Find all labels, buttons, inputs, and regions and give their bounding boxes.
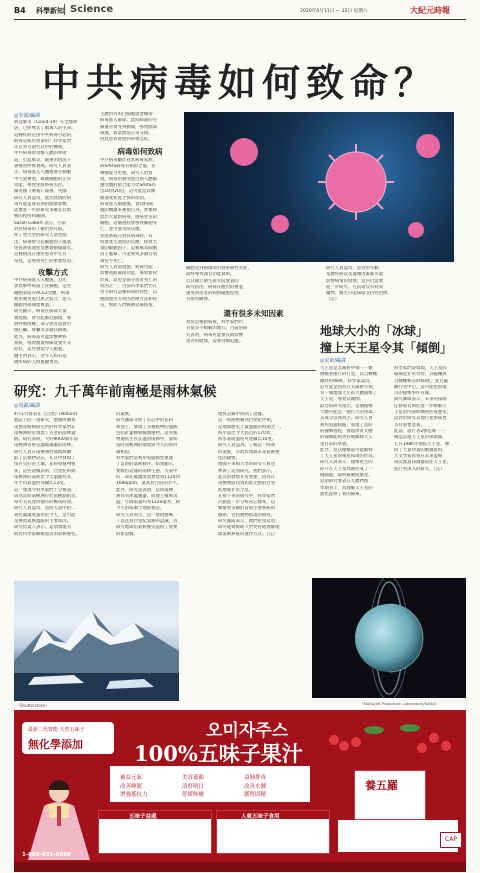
article-text-column: 的氣候。 研究團隊分析了岩芯中的花粉 和孢子，發現了多種植物的遺跡， 包括針葉樹和蕨類植物。這些植 物通常生長在溫帶雨林中，說明 當時南極洲的環境與今天的新西 蘭相似。 科學家們還利用電腦模型重建 了當時的氣候條件。結果顯示， 要維持這樣的雨林生態，大氣中 的二氧化碳濃度需要達到1120到 1680ppm，遠高於目前的水平。 此外，研究還表明，當時南極 洲沒有冰蓋覆蓋，陸地上植被茂 盛，年降雨量約為1120毫米，與 今天的威爾士地區相當。 研究人員表示，這一發現挑戰 了以往對白堊紀氣候的認識，為 研究地球的氣候歷史提供了重要 的新證據。: [116, 412, 182, 537]
ad-info-box: [216, 810, 330, 854]
page-number: B4: [14, 6, 26, 15]
product-name: 養五羅: [365, 779, 398, 792]
photo-caption: （Shutterstock）: [16, 703, 50, 708]
ad-headline: 100%五味子果汁: [134, 741, 303, 766]
article-subheading: 病毒如何致病: [117, 147, 163, 156]
ad-bullet: 益肺排毒: [244, 775, 267, 781]
header-rule: [14, 19, 466, 20]
ad-badge: 最新二代智能 天然五味子: [28, 727, 85, 733]
section-name: 科學新知: [36, 7, 64, 15]
ad-bullet: 補益元氣: [120, 775, 143, 781]
ad-no-additive: 無化學添加: [28, 738, 83, 751]
model-figure: [24, 774, 94, 860]
article-byline: ◎宋東/編譯: [320, 358, 347, 364]
ad-benefits: [110, 772, 310, 802]
ad-bullet: 美容養顏: [182, 775, 205, 781]
article-text-column: 天王星是太陽系中唯一一顆 側躺著運行的行星，其自轉軸 傾斜約98度。科學家認為， 這可能是因為在太陽系早期， 有一個地球大小的天體撞擊了 天王星，導致其傾倒。 最近的研究指出，這個撞擊 天體可能是一個巨大的冰球， 其成分以冰為主。研究人員 利用電腦模擬，重現了當時 的撞擊過程，發現冰質天體 的撞擊能夠更好地解釋天王 星目前的狀態。 此外，這次撞擊還可能解釋 了天王星的衛星和環的形成。 研究人員表示，撞擊產生的 碎片在天王星周圍形成了一 個圓盤，最終凝聚成衛星。 這項研究發表在天體物理 學期刊上，為理解天王星的 演化提供了新的線索。: [320, 366, 378, 497]
newspaper-logo: 大紀元時報: [410, 6, 450, 15]
article-text-column: 中共病毒屬於冠狀病毒家族， 與SARS病毒有相似之處，但 傳播能力更強。研究人員發 現，病毒的刺突蛋白與人體細 胞受體的結合能力比SARS高 出10到20倍，這可能是其傳 播速度如此之快的原因。 病毒進入細胞後，會劫持細 胞的機器來複製自身，然後釋 放出大量新病毒，感染更多的 細胞。這個過程會導致細胞死 亡，並引發炎症反應。 免疫系統在對抗病毒時，有 時會產生過度的反應，釋放大 量的細胞因子，這被稱為細胞 因子風暴，可能導致多器官衰 竭甚至死亡。 研究人員還發現，病毒可能 影響血液凝固功能，導致血栓 形成，這也是部分患者死亡的 原因之一。目前科學家們仍在 努力研究這種病毒的特性，以 便開發出有效的治療方法和疫 苗，幫助人們戰勝這場疫情。: [100, 158, 158, 308]
article-subheading: 攻擊方式: [38, 268, 68, 277]
article-text-column: 4月1日發表在《自然》(Nature) 雜誌上的一項研究，德國阿爾弗 雷德韋格納研究所的科學家們在 南極洲附近發現了古老的雨林遺 跡。研究表明，大約9000萬年前 南極洲曾經是溫暖潮濕的雨林。 研究人員在南極洲西部海域鑽 取了沉積物岩芯，在其中發現了 保存完好的土壤、花粉和植物根 系。這些證據表明，白堊紀時期 南極洲的氣候比今天溫暖得多， 年平均氣溫約為攝氏12度。 這一發現令科學家們十分驚訝， 因為當時南極洲位於南極點附近， 每年有長達四個月的極夜時間。 研究人員認為，當時大氣中的二 氧化碳濃度遠高於今天，這可能 是導致氣候溫暖的主要原因。 研究負責人表示，這項發現有 助於科學家瞭解過去的氣候變化。: [14, 412, 80, 537]
ad-bullet: 增強抵抗力: [120, 792, 148, 798]
article-title: 撞上天王星令其「傾倒」: [320, 341, 453, 355]
section-name-en: Science: [64, 4, 113, 15]
issue-date: 2020年4月11日 — 12日 星期六: [300, 9, 368, 14]
ad-phone[interactable]: 1-888-881-6888: [22, 852, 71, 858]
ad-bullet: 改善水腫: [244, 783, 267, 790]
article-text-column: 地質記錄中找到了證據。 這一時期被稱為白堊紀中期， 是地球歷史上最溫暖的時期之一。 海平面比今天高出約170米， 海水表面溫度可達攝氏35度。 研究人員認為，了解這一時期 的氣候，有助於預測未來氣候變 化的趨勢。 德國不來梅大學的研究人員也 參與了這項研究。他們表示， 此次的發現非常重要，因為在 南極地區找到如此完整的白堊 紀地層非常罕見。 在接下來的研究中，科學家們 計劃進一步分析岩芯樣本，以 瞭解更多關於當時生態系統的 細節，包括動物群落的組成。 研究團隊表示，他們希望這項 研究能夠幫助人們更好地理解地 球氣候系統的運作方式。（完）: [218, 412, 284, 537]
article-byline: ◎周錦/編譯: [14, 403, 41, 409]
product-box: [354, 770, 426, 820]
ad-footer-bar: [14, 862, 466, 872]
article-text-column: 研究人員認為，患者的年齡、 基礎疾病以及遺傳因素都可能 影響病情的發展，這些仍需要 進一步研究。目前還沒有特效 藥物，醫生只能採取支持性治療。 （完）: [326, 266, 392, 303]
ad-bullet: 舒緩咳嗽: [182, 792, 205, 798]
article-byline: ◎李韻/編譯: [14, 113, 41, 119]
cap-seal: CAP: [440, 832, 462, 848]
ad-info-box: [98, 810, 212, 854]
uranus-photo: [312, 578, 466, 698]
virus-illustration: [184, 112, 454, 262]
article-text-column: 中共病毒進入人體後，首先 會攻擊呼吸道上皮細胞，這些 細胞表面有ACE2受體，病毒 利用刺突蛋白與之結合，進入 細胞內部開始複製。 研究顯示，病毒在肺部大量 複製後，會引起肺泡損傷，導 致呼吸困難。部分患者還會出 現心臟、腎臟等多器官損傷。 此外，病毒還可能影響神經 系統，導致嗅覺和味覺喪失等 症狀，這些發現令人擔憂。 醫生們表示，老年人和有基 礎疾病的人群風險更高。: [14, 278, 72, 365]
article-title: 中共病毒如何致命？: [41, 60, 438, 105]
ad-bullet: 清肝明目: [182, 783, 205, 790]
article-text-column: 對於這種新病毒，科學家們仍 有很多不瞭解的地方。目前的研 究表明，病毒可能會長期影響 患者的健康，需要持續追蹤。: [186, 320, 248, 344]
article-title: 地球大小的「冰球」: [320, 324, 429, 338]
ad-brand: 오미자주스: [206, 721, 289, 741]
article-text-column: 科學家們還發現，天王星的 磁場也非常奇特，其磁軸與 自轉軸相差約60度，並且偏 離行星中心。這可能也與遠 古的撞擊事件有關。 研究團隊表示，未來的探測 任務將有助於進一步瞭解天 王星的內部結構和形成歷史， 這對於研究其他行星系統也 具有重要意義。 此前，旅行者2號是唯一一 艘造訪過天王星的探測器， 它在1986年飛掠天王星，傳 回了大量珍貴的數據資料。 天文學家希望在未來能夠 再次派遣探測器前往天王星， 進行更深入的研究。（完）: [394, 366, 452, 472]
article-text-column: 新冠肺炎（Covid-19）在全球肆 虐，已經奪去了數萬人的生命。 這種疾病是由中共病毒引起的， 病毒是如何致命的？科學家們 正在努力研究其中的機制。 中共病毒會攻擊人體的呼吸 道，引起肺炎，嚴重的情況下 會導致呼吸衰竭。研究人員表 示，病毒進入人體後會在細胞 中大量複製，破壞細胞的正常 功能，導致免疫系統失控。 據英國《衛報》報導，英國 研究人員認為，此次疫情的病 毒可能造成長期的健康影響， 需要進一步的研究來確定其影 響的程度和範圍。 Sarah Gilbert 表示，目前 對於病毒的了解仍然有限。 愛丁堡大學的研究人員也指 出，病毒會引起細胞因子風暴， 免疫系統過度反應會損傷器官。 這種情況在重症患者中尤其 常見，是導致死亡的重要原因。: [14, 120, 78, 264]
ad-box-title: 人氣五味子食用: [241, 814, 280, 820]
berries-graphic: [314, 720, 464, 766]
advertisement[interactable]: [14, 710, 466, 862]
article-text-column: 細胞受到損傷而引發系統性炎症， 最終導致器官功能衰竭。 近日國立衛生研究院發表的 研究指出，病毒在體內的複製 速度與患者的病情嚴重程度 有密切關係。: [186, 266, 252, 303]
page-header: [0, 0, 480, 20]
ad-box-title: 五味子益處: [129, 814, 157, 820]
antarctica-photo: [14, 581, 179, 701]
article-text-column: 主體內外的白細胞就會攜帶 病毒進入肺部，此時肺部的毛 細血管會受到損傷，導致肺部 積液，氧氣無法正常交換。 因此患者會感到呼吸急促。: [100, 112, 158, 143]
article-subheading: 還有很多未知因素: [223, 309, 284, 318]
ad-bullet: 護腎固精: [244, 792, 267, 798]
photo-caption: （NASA/Jet Propulsion Laboratory/NASA）: [360, 701, 439, 706]
article-title: 研究：九千萬年前南極是雨林氣候: [14, 384, 217, 400]
ad-bullet: 改善睡眠: [120, 783, 143, 790]
section-divider: [14, 370, 316, 371]
